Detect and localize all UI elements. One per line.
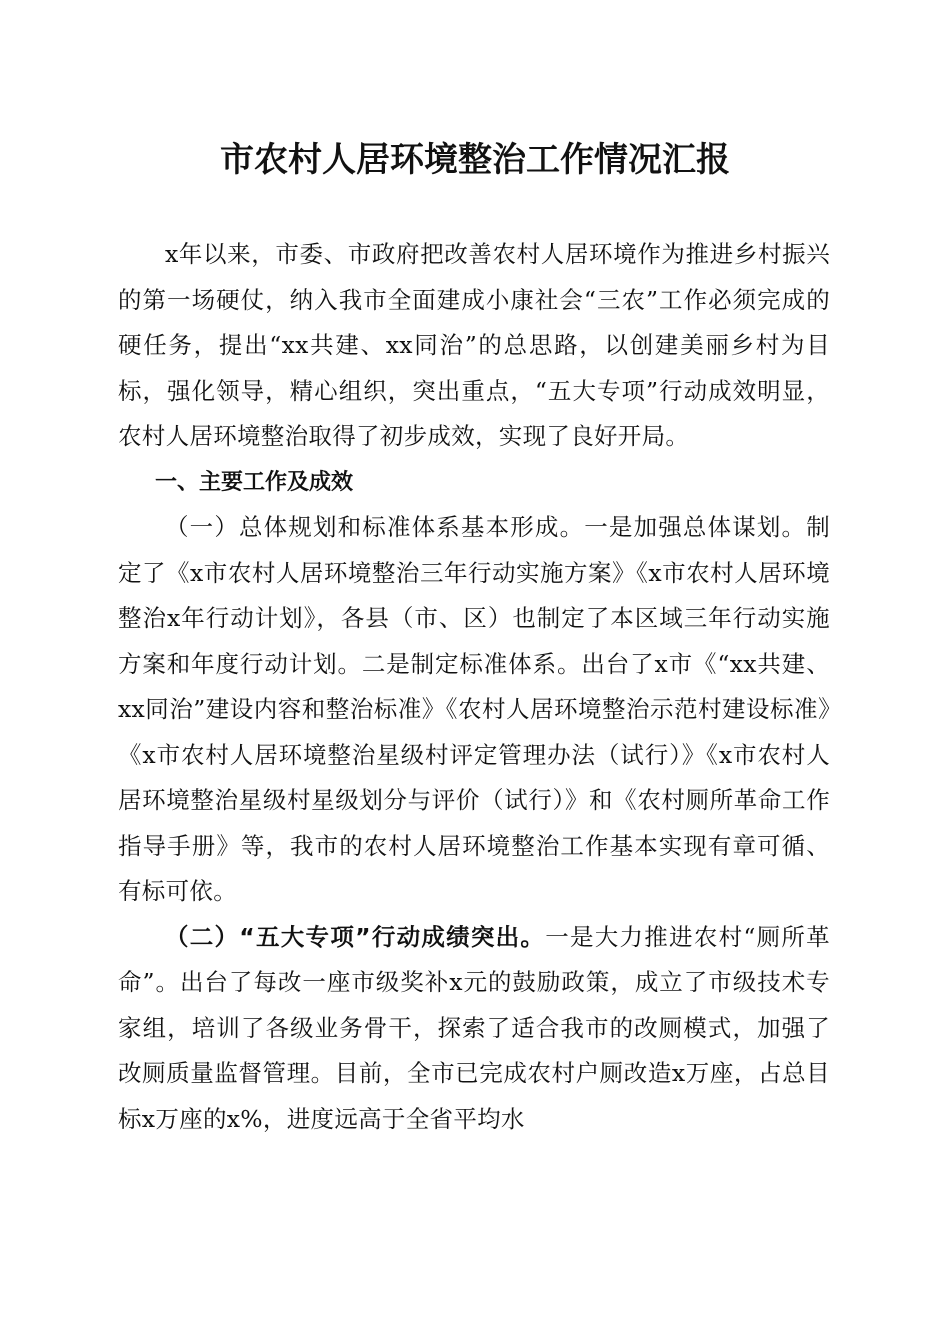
subsection-2-paragraph [118,915,830,1143]
subsection-1-body: 一是加强总体谋划。制定了《x市农村人居环境整治三年行动实施方案》《x市农村人居环境整治x年行动计划》，各县（市、区）也制定了本区域三年行动实施方案和年度行动计划。二是制定标准体系。出台了x市《“xx共建、xx同治”建设内容和整治标准》《农村人居环境整治示范村建设标准》《x市农村人居环境整治星级村评定管理办法（试行）》《x市农村人居环境整治星级村星级划分与评价（试行）》和《农村厕所革命工作指导手册》等，我市的农村人居环境整治工作基本实现有章可循、有标可依。 [118,513,831,905]
document-title: 市农村人居环境整治工作情况汇报 [220,140,730,180]
subsection-1-lead: （一）总体规划和标准体系基本形成。 [165,513,585,541]
subsection-1-paragraph [118,505,830,915]
subsection-2-body: 一是大力推进农村“厕所革命”。出台了每改一座市级奖补x元的鼓励政策，成立了市级技术专家组，培训了各级业务骨干，探索了适合我市的改厕模式，加强了改厕质量监督管理。目前，全市已完成农村户厕改造x万座，占总目标x万座的x%，进度远高于全省平均水 [118,922,830,1133]
subsection-2-lead: （二）“五大专项”行动成绩突出。 [165,922,546,951]
document-body [118,232,830,1142]
intro-paragraph: x年以来，市委、市政府把改善农村人居环境作为推进乡村振兴的第一场硬仗，纳入我市全面建成小康社会“三农”工作必须完成的硬任务，提出“xx共建、xx同治”的总思路，以创建美丽乡村为目标，强化领导，精心组织，突出重点，“五大专项”行动成效明显，农村人居环境整治取得了初步成效，实现了良好开局。 [118,240,830,450]
section-heading-main-work: 一、主要工作及成效 [155,469,354,495]
